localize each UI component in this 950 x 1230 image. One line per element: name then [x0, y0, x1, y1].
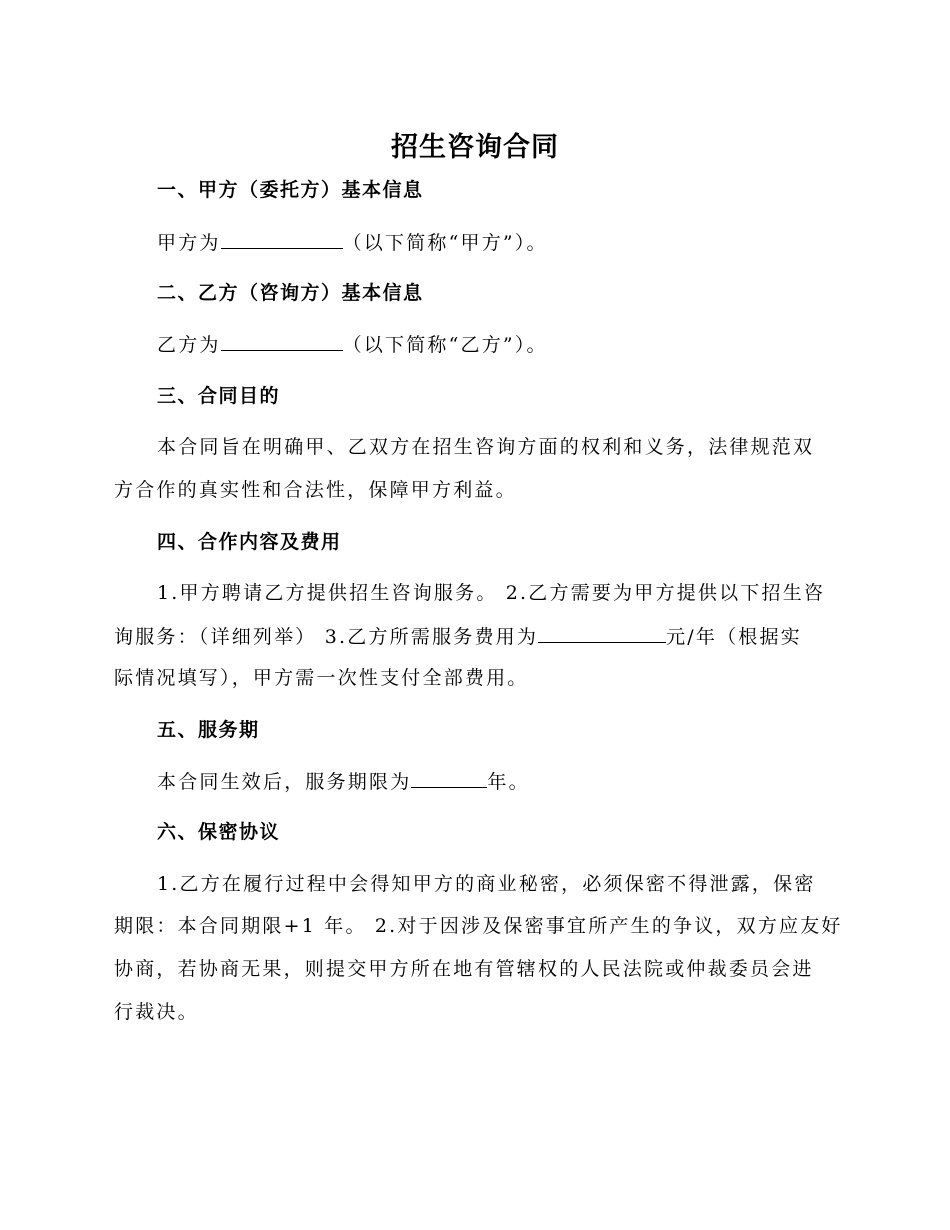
party-b-prefix: 乙方为 [157, 334, 221, 356]
confidentiality-line-1: 1.乙方在履行过程中会得知甲方的商业秘密，必须保密不得泄露，保密 [157, 873, 816, 895]
document-title: 招生咨询合同 [391, 132, 559, 163]
section-heading-content-fees: 四、合作内容及费用 [157, 531, 342, 553]
confidentiality-line-3: 协商，若协商无果，则提交甲方所在地有管辖权的人民法院或仲裁委员会进 [114, 958, 814, 980]
party-b-name-blank[interactable] [221, 330, 343, 351]
section-heading-service-period: 五、服务期 [157, 719, 260, 741]
purpose-line-2: 方合作的真实性和合法性，保障甲方利益。 [114, 479, 517, 501]
section-heading-purpose: 三、合同目的 [157, 385, 281, 407]
section-heading-party-b: 二、乙方（咨询方）基本信息 [157, 282, 424, 304]
party-b-suffix: （以下简称“乙方”）。 [342, 334, 548, 356]
party-a-name-blank[interactable] [221, 228, 343, 249]
party-a-suffix: （以下简称“甲方”）。 [342, 232, 548, 254]
party-b-line [157, 330, 548, 359]
service-period-prefix: 本合同生效后，服务期限为 [157, 771, 412, 793]
service-years-blank[interactable] [411, 767, 487, 788]
section-heading-confidentiality: 六、保密协议 [157, 821, 281, 843]
fee-prefix: 询服务：（详细列举） 3.乙方所需服务费用为 [114, 626, 539, 648]
content-fees-line-2 [114, 622, 802, 651]
section-heading-party-a: 一、甲方（委托方）基本信息 [157, 179, 424, 201]
purpose-line-1: 本合同旨在明确甲、乙双方在招生咨询方面的权利和义务，法律规范双 [157, 436, 815, 458]
fee-amount-blank[interactable] [538, 622, 666, 643]
party-a-line [157, 228, 548, 257]
confidentiality-line-4: 行裁决。 [114, 1001, 199, 1023]
service-period-suffix: 年。 [487, 771, 530, 793]
content-fees-line-1: 1.甲方聘请乙方提供招生咨询服务。 2.乙方需要为甲方提供以下招生咨 [157, 582, 826, 604]
confidentiality-line-2: 期限：本合同期限+1 年。 2.对于因涉及保密事宜所产生的争议，双方应友好 [114, 915, 843, 937]
service-period-line [157, 767, 530, 796]
fee-suffix: 元/年（根据实 [666, 626, 802, 648]
party-a-prefix: 甲方为 [157, 232, 221, 254]
content-fees-line-3: 际情况填写），甲方需一次性支付全部费用。 [114, 667, 529, 689]
